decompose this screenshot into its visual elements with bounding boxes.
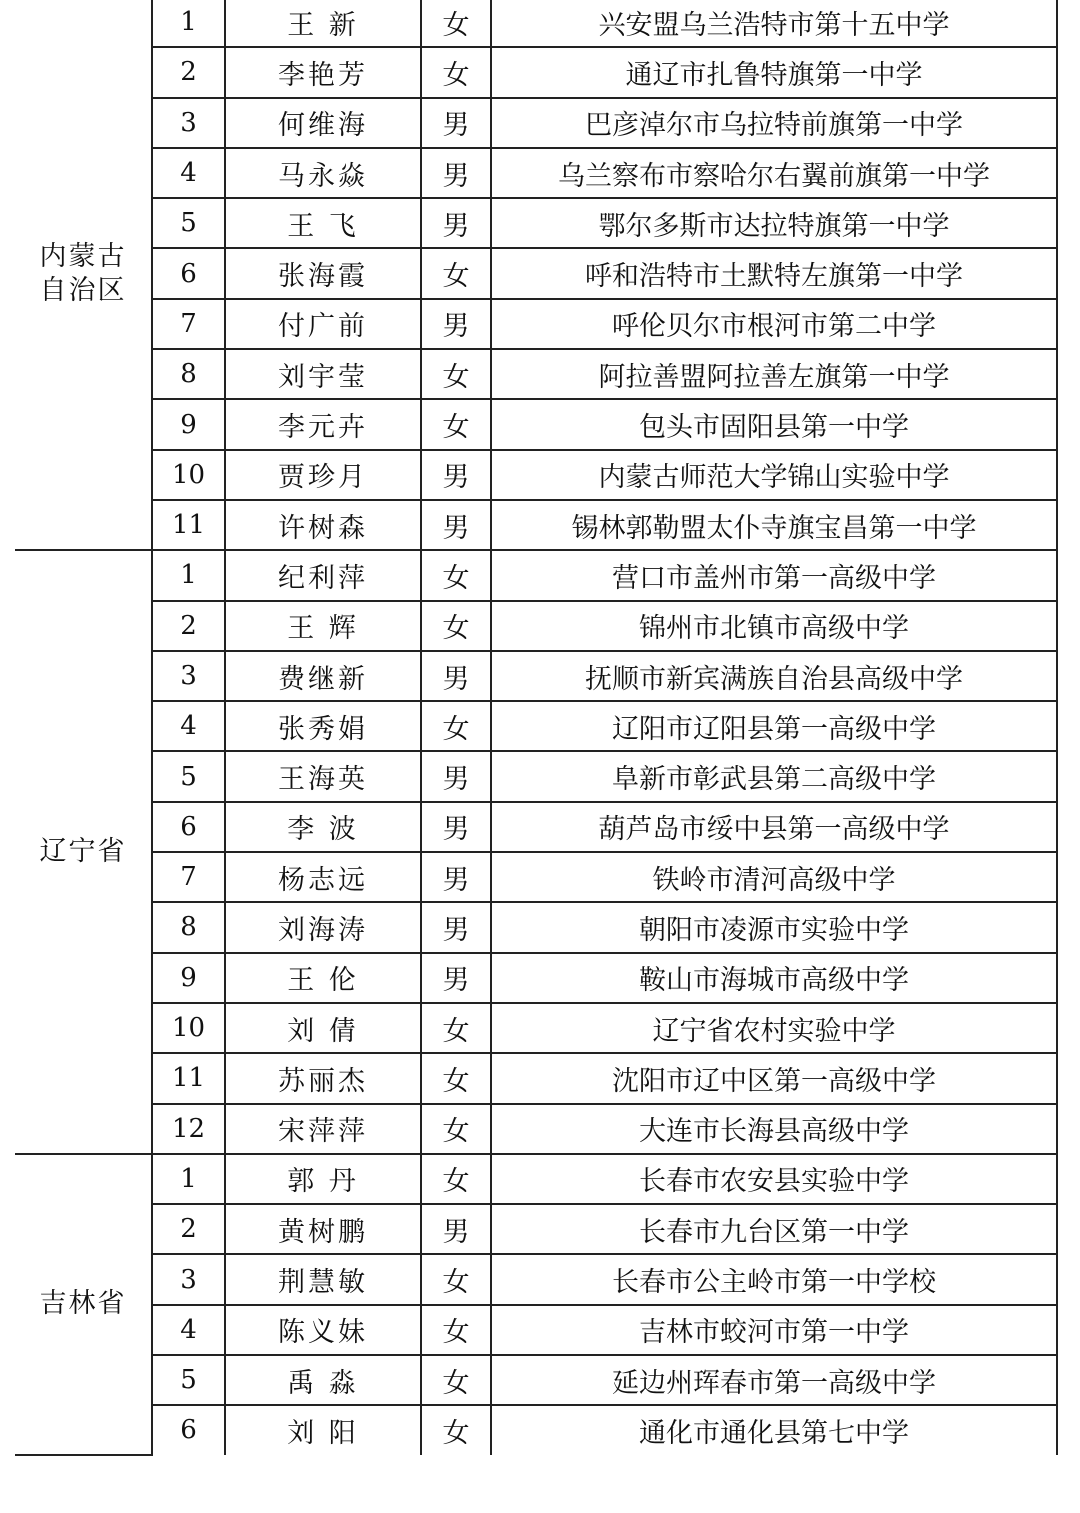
row-number-cell: 12 <box>152 1104 225 1154</box>
school-name-cell: 长春市九台区第一中学 <box>491 1204 1057 1254</box>
region-name-line: 吉林省 <box>39 1288 127 1320</box>
gender-cell: 女 <box>421 1355 491 1405</box>
teacher-name-cell: 马永焱 <box>225 148 421 198</box>
school-name-cell: 吉林市蛟河市第一中学 <box>491 1305 1057 1355</box>
gender-cell: 男 <box>421 1204 491 1254</box>
region-name-line: 自治区 <box>39 274 127 306</box>
school-name-cell: 沈阳市辽中区第一高级中学 <box>491 1053 1057 1103</box>
table-row <box>15 1254 1057 1304</box>
teacher-name-cell: 李元卉 <box>225 399 421 449</box>
table-row <box>15 1355 1057 1405</box>
table-row <box>15 500 1057 550</box>
roster-body <box>15 0 1057 1455</box>
teacher-name-cell: 张海霞 <box>225 248 421 298</box>
row-number-cell: 9 <box>152 399 225 449</box>
school-name-cell: 辽宁省农村实验中学 <box>491 1003 1057 1053</box>
gender-cell: 女 <box>421 248 491 298</box>
table-row <box>15 953 1057 1003</box>
row-number-cell: 1 <box>152 550 225 600</box>
row-number-cell: 2 <box>152 1204 225 1254</box>
gender-cell: 女 <box>421 1003 491 1053</box>
gender-cell: 女 <box>421 47 491 97</box>
gender-cell: 男 <box>421 500 491 550</box>
teacher-name-cell: 许树森 <box>225 500 421 550</box>
teacher-name-cell: 何维海 <box>225 98 421 148</box>
gender-cell: 女 <box>421 1254 491 1304</box>
table-row <box>15 1305 1057 1355</box>
teacher-name-cell: 黄树鹏 <box>225 1204 421 1254</box>
teacher-name-cell: 宋萍萍 <box>225 1104 421 1154</box>
table-row <box>15 349 1057 399</box>
gender-cell: 女 <box>421 0 491 47</box>
gender-cell: 男 <box>421 148 491 198</box>
gender-cell: 女 <box>421 1053 491 1103</box>
teacher-name-cell: 李 波 <box>225 802 421 852</box>
teacher-name-cell: 费继新 <box>225 651 421 701</box>
school-name-cell: 大连市长海县高级中学 <box>491 1104 1057 1154</box>
region-cell <box>15 0 152 550</box>
table-row <box>15 601 1057 651</box>
row-number-cell: 11 <box>152 500 225 550</box>
gender-cell: 男 <box>421 651 491 701</box>
school-name-cell: 鄂尔多斯市达拉特旗第一中学 <box>491 198 1057 248</box>
table-row <box>15 1405 1057 1454</box>
teacher-name-cell: 王 伦 <box>225 953 421 1003</box>
gender-cell: 男 <box>421 198 491 248</box>
region-name-line: 内蒙古 <box>39 240 127 272</box>
table-row <box>15 1204 1057 1254</box>
gender-cell: 女 <box>421 1104 491 1154</box>
row-number-cell: 2 <box>152 47 225 97</box>
row-number-cell: 4 <box>152 1305 225 1355</box>
table-row <box>15 1053 1057 1103</box>
gender-cell: 男 <box>421 299 491 349</box>
table-row <box>15 148 1057 198</box>
teacher-name-cell: 荆慧敏 <box>225 1254 421 1304</box>
row-number-cell: 6 <box>152 1405 225 1454</box>
table-row <box>15 198 1057 248</box>
row-number-cell: 5 <box>152 751 225 801</box>
school-name-cell: 抚顺市新宾满族自治县高级中学 <box>491 651 1057 701</box>
school-name-cell: 阿拉善盟阿拉善左旗第一中学 <box>491 349 1057 399</box>
table-row <box>15 1003 1057 1053</box>
row-number-cell: 1 <box>152 0 225 47</box>
table-row <box>15 399 1057 449</box>
gender-cell: 男 <box>421 98 491 148</box>
gender-cell: 男 <box>421 450 491 500</box>
gender-cell: 女 <box>421 701 491 751</box>
gender-cell: 女 <box>421 1154 491 1204</box>
table-row <box>15 1154 1057 1204</box>
gender-cell: 男 <box>421 902 491 952</box>
school-name-cell: 锡林郭勒盟太仆寺旗宝昌第一中学 <box>491 500 1057 550</box>
table-row <box>15 802 1057 852</box>
region-cell <box>15 550 152 1154</box>
gender-cell: 女 <box>421 1405 491 1454</box>
teacher-name-cell: 刘 阳 <box>225 1405 421 1454</box>
school-name-cell: 呼伦贝尔市根河市第二中学 <box>491 299 1057 349</box>
teacher-name-cell: 刘宇莹 <box>225 349 421 399</box>
teacher-name-cell: 王 飞 <box>225 198 421 248</box>
gender-cell: 女 <box>421 550 491 600</box>
row-number-cell: 9 <box>152 953 225 1003</box>
table-row <box>15 550 1057 600</box>
row-number-cell: 1 <box>152 1154 225 1204</box>
row-number-cell: 8 <box>152 902 225 952</box>
table-row <box>15 98 1057 148</box>
teacher-name-cell: 郭 丹 <box>225 1154 421 1204</box>
table-row <box>15 902 1057 952</box>
teacher-name-cell: 王海英 <box>225 751 421 801</box>
teacher-name-cell: 禹 淼 <box>225 1355 421 1405</box>
table-row <box>15 47 1057 97</box>
teacher-name-cell: 李艳芳 <box>225 47 421 97</box>
row-number-cell: 3 <box>152 1254 225 1304</box>
region-cell <box>15 1154 152 1455</box>
row-number-cell: 6 <box>152 802 225 852</box>
school-name-cell: 通辽市扎鲁特旗第一中学 <box>491 47 1057 97</box>
gender-cell: 男 <box>421 802 491 852</box>
row-number-cell: 2 <box>152 601 225 651</box>
table-row <box>15 0 1057 47</box>
table-row <box>15 701 1057 751</box>
school-name-cell: 长春市公主岭市第一中学校 <box>491 1254 1057 1304</box>
region-name-line: 辽宁省 <box>39 836 127 868</box>
gender-cell: 女 <box>421 349 491 399</box>
school-name-cell: 乌兰察布市察哈尔右翼前旗第一中学 <box>491 148 1057 198</box>
row-number-cell: 3 <box>152 98 225 148</box>
school-name-cell: 包头市固阳县第一中学 <box>491 399 1057 449</box>
teacher-name-cell: 付广前 <box>225 299 421 349</box>
table-row <box>15 751 1057 801</box>
row-number-cell: 5 <box>152 198 225 248</box>
teacher-name-cell: 苏丽杰 <box>225 1053 421 1103</box>
teacher-name-cell: 刘海涛 <box>225 902 421 952</box>
row-number-cell: 6 <box>152 248 225 298</box>
gender-cell: 男 <box>421 751 491 801</box>
table-row <box>15 651 1057 701</box>
row-number-cell: 7 <box>152 299 225 349</box>
table-row <box>15 1104 1057 1154</box>
table-row <box>15 248 1057 298</box>
teacher-name-cell: 张秀娟 <box>225 701 421 751</box>
school-name-cell: 呼和浩特市土默特左旗第一中学 <box>491 248 1057 298</box>
school-name-cell: 葫芦岛市绥中县第一高级中学 <box>491 802 1057 852</box>
gender-cell: 女 <box>421 399 491 449</box>
teacher-name-cell: 王 辉 <box>225 601 421 651</box>
teacher-name-cell: 贾珍月 <box>225 450 421 500</box>
school-name-cell: 巴彦淖尔市乌拉特前旗第一中学 <box>491 98 1057 148</box>
table-row <box>15 450 1057 500</box>
row-number-cell: 7 <box>152 852 225 902</box>
row-number-cell: 8 <box>152 349 225 399</box>
school-name-cell: 内蒙古师范大学锦山实验中学 <box>491 450 1057 500</box>
school-name-cell: 兴安盟乌兰浩特市第十五中学 <box>491 0 1057 47</box>
teacher-name-cell: 陈义妹 <box>225 1305 421 1355</box>
gender-cell: 女 <box>421 601 491 651</box>
table-row <box>15 852 1057 902</box>
table-row <box>15 299 1057 349</box>
school-name-cell: 营口市盖州市第一高级中学 <box>491 550 1057 600</box>
gender-cell: 女 <box>421 1305 491 1355</box>
teacher-name-cell: 纪利萍 <box>225 550 421 600</box>
school-name-cell: 通化市通化县第七中学 <box>491 1405 1057 1454</box>
school-name-cell: 鞍山市海城市高级中学 <box>491 953 1057 1003</box>
gender-cell: 男 <box>421 953 491 1003</box>
row-number-cell: 10 <box>152 1003 225 1053</box>
school-name-cell: 铁岭市清河高级中学 <box>491 852 1057 902</box>
row-number-cell: 11 <box>152 1053 225 1103</box>
row-number-cell: 10 <box>152 450 225 500</box>
roster-table <box>15 0 1058 1456</box>
row-number-cell: 3 <box>152 651 225 701</box>
school-name-cell: 锦州市北镇市高级中学 <box>491 601 1057 651</box>
school-name-cell: 辽阳市辽阳县第一高级中学 <box>491 701 1057 751</box>
school-name-cell: 朝阳市凌源市实验中学 <box>491 902 1057 952</box>
teacher-name-cell: 杨志远 <box>225 852 421 902</box>
school-name-cell: 阜新市彰武县第二高级中学 <box>491 751 1057 801</box>
school-name-cell: 长春市农安县实验中学 <box>491 1154 1057 1204</box>
teacher-name-cell: 王 新 <box>225 0 421 47</box>
teacher-name-cell: 刘 倩 <box>225 1003 421 1053</box>
row-number-cell: 4 <box>152 701 225 751</box>
gender-cell: 男 <box>421 852 491 902</box>
school-name-cell: 延边州珲春市第一高级中学 <box>491 1355 1057 1405</box>
row-number-cell: 4 <box>152 148 225 198</box>
row-number-cell: 5 <box>152 1355 225 1405</box>
